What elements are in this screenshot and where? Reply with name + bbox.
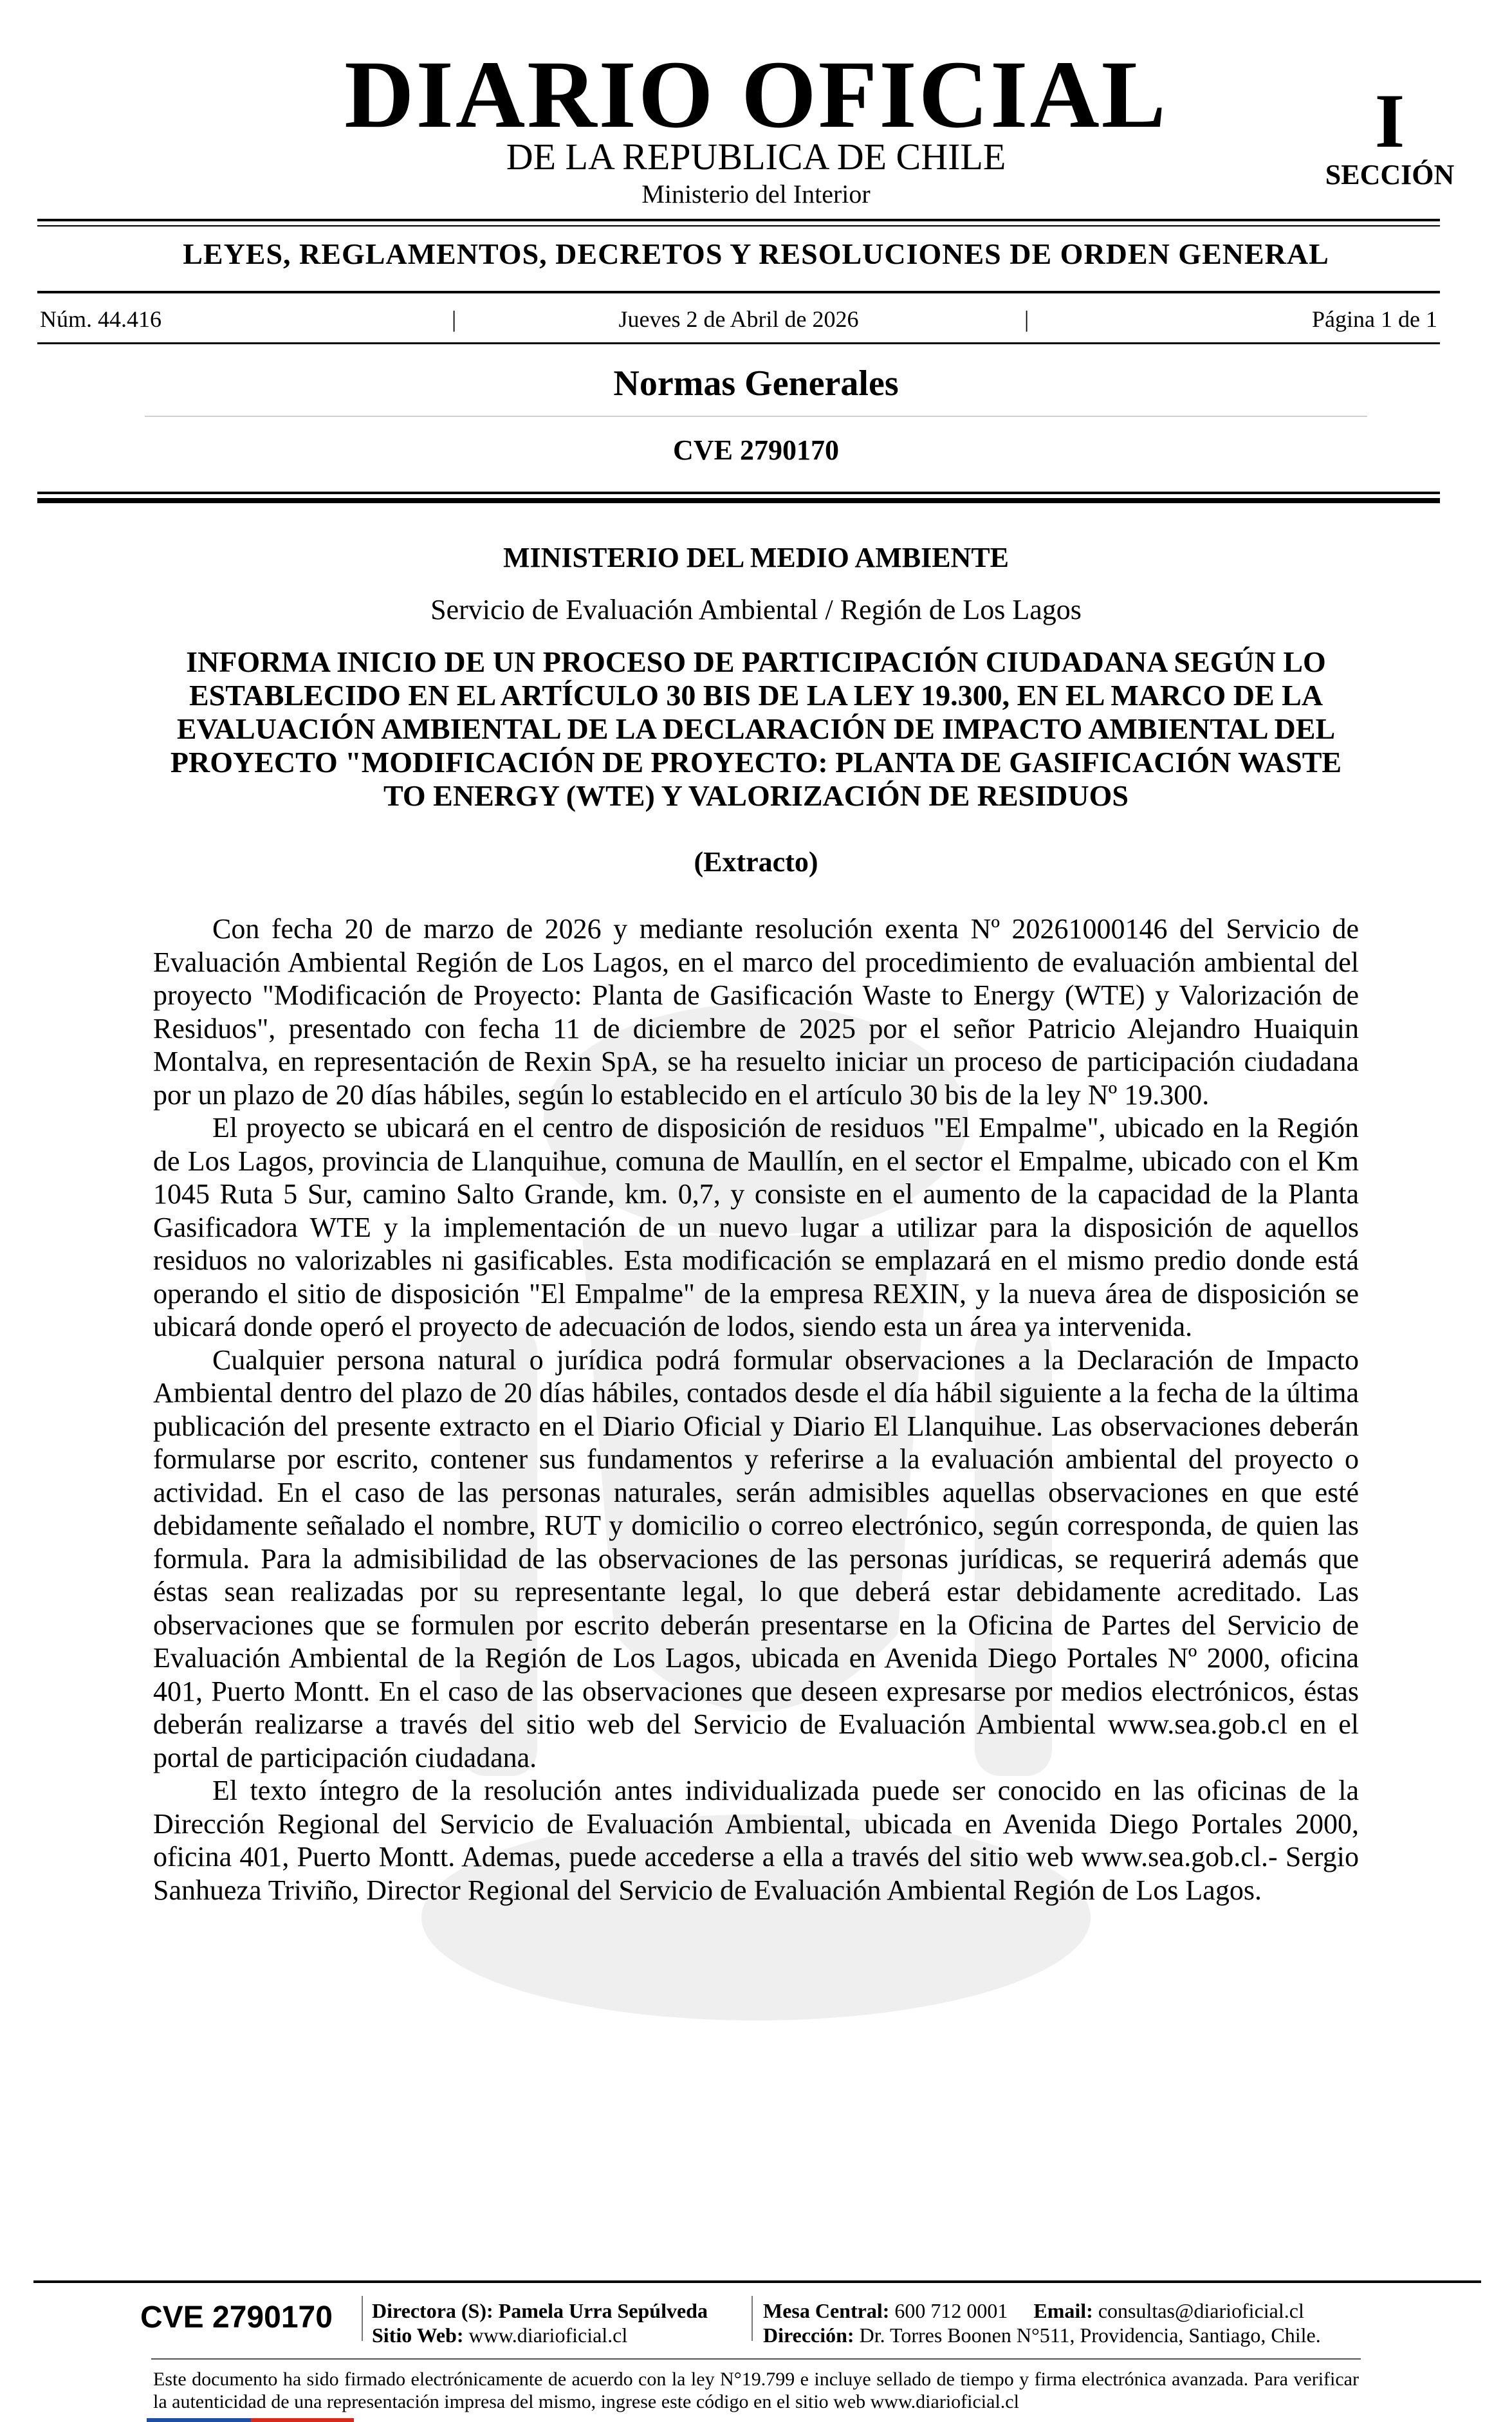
info-separator: | <box>452 306 457 332</box>
site-link[interactable]: www.diarioficial.cl <box>468 2324 628 2347</box>
page-indicator: Página 1 de 1 <box>1312 306 1437 332</box>
masthead-rule-top <box>37 219 1440 221</box>
email-label: Email: <box>1033 2299 1093 2322</box>
site-label: Sitio Web: <box>372 2324 464 2347</box>
email-link[interactable]: consultas@diarioficial.cl <box>1098 2299 1304 2322</box>
info-separator: | <box>1024 306 1029 332</box>
masthead-rule-top-thin <box>37 225 1440 226</box>
cve-code: CVE 2790170 <box>673 434 839 466</box>
extract-label: (Extracto) <box>694 846 818 878</box>
header-rule-bottom-thick <box>37 498 1440 503</box>
service-name: Servicio de Evaluación Ambiental / Región de Los Lagos <box>430 594 1082 625</box>
ministry-name: MINISTERIO DEL MEDIO AMBIENTE <box>502 542 1010 573</box>
director-label: Directora (S): <box>372 2299 493 2322</box>
issue-date: Jueves 2 de Abril de 2026 <box>618 306 859 332</box>
info-rule-top <box>37 291 1440 293</box>
body-paragraph: Cualquier persona natural o jurídica podrá formular observaciones a la Declaración de Impacto Ambiental dentro del plazo de 20 días hábiles, contados desde el día hábil siguiente a la fecha de la última publicación del presente extracto en el Diario Oficial y Diario El Llanquihue. Las observaciones deberán formularse por escrito, contener sus fundamentos y referirse a la evaluación ambiental del proyecto o actividad. En el caso de las personas naturales, serán admisibles aquellas observaciones en que esté debidamente señalado el nombre, RUT y domicilio o correo electrónico, según corresponda, de quien las formula. Para la admisibilidad de las observaciones de las personas jurídicas, se requerirá además que éstas sean realizadas por su representante legal, lo que deberá estar debidamente acreditado. Las observaciones que se formulen por escrito deberán presentarse en la Oficina de Partes del Servicio de Evaluación Ambiental de la Región de Los Lagos, ubicada en Avenida Diego Portales Nº 2000, oficina 401, Puerto Montt. En el caso de las observaciones que deseen expresarse por medios electrónicos, éstas deberán realizarse a través del sitio web del Servicio de Evaluación Ambiental www.sea.gob.cl en el portal de participación ciudadana. <box>153 1344 1359 1773</box>
footer-director-block <box>372 2298 708 2347</box>
masthead-title: DIARIO OFICIAL <box>344 41 1168 148</box>
footer-rule <box>33 2280 1481 2283</box>
address-label: Dirección: <box>763 2324 854 2347</box>
footer-separator <box>751 2296 753 2341</box>
footer-cve-code: CVE 2790170 <box>140 2300 333 2334</box>
body-paragraph: El texto íntegro de la resolución antes individualizada puede ser conocido en las oficinas de la Dirección Regional del Servicio de Evaluación Ambiental, ubicada en Avenida Diego Portales 2000, oficina 401, Puerto Montt. Ademas, puede accederse a ella a través del sitio web www.sea.gob.cl.- Sergio Sanhueza Triviño, Director Regional del Servicio de Evaluación Ambiental Región de Los Lagos. <box>153 1775 1359 1906</box>
footer-contact-block <box>763 2298 1321 2347</box>
header-rule-bottom <box>37 492 1440 494</box>
desk-phone: 600 712 0001 <box>894 2299 1008 2322</box>
signature-note: Este documento ha sido firmado electrónicamente de acuerdo con la ley N°19.799 e incluye sellado de tiempo y firma electrónica avanzada. Para verificar la autenticidad de una representación impresa del mismo, ingrese este código en el sitio web www.diarioficial.cl <box>153 2369 1359 2412</box>
flag-stripe-red <box>251 2418 354 2422</box>
body-paragraph: El proyecto se ubicará en el centro de disposición de residuos "El Empalme", ubicado en la Región de Los Lagos, provincia de Llanquihue, comuna de Maullín, en el sector el Empalme, ubicado con el Km 1045 Ruta 5 Sur, camino Salto Grande, km. 0,7, y consiste en el aumento de la capacidad de la Planta Gasificadora WTE y la implementación de un nuevo lugar a utilizar para la disposición de aquellos residuos no valorizables ni gasificables. Esta modificación se emplazará en el mismo predio donde está operando el sitio de disposición "El Empalme" de la empresa REXIN, y la nueva área de disposición se ubicará donde operó el proyecto de adecuación de lodos, siendo esta un área ya intervenida. <box>153 1112 1359 1342</box>
footer-rule-thin <box>151 2358 1361 2360</box>
band-title: LEYES, REGLAMENTOS, DECRETOS Y RESOLUCIONES DE ORDEN GENERAL <box>183 237 1329 270</box>
address-value: Dr. Torres Boonen N°511, Providencia, Santiago, Chile. <box>859 2324 1321 2347</box>
issue-number: Núm. 44.416 <box>40 306 161 332</box>
desk-label: Mesa Central: <box>763 2299 890 2322</box>
section-number: I <box>1374 78 1405 163</box>
document-body <box>153 912 1359 1907</box>
director-name: Pamela Urra Sepúlveda <box>498 2299 708 2322</box>
body-paragraph: Con fecha 20 de marzo de 2026 y mediante resolución exenta Nº 20261000146 del Servicio de Evaluación Ambiental Región de Los Lagos, en el marco del procedimiento de evaluación ambiental del proyecto "Modificación de Proyecto: Planta de Gasificación Waste to Energy (WTE) y Valorización de Residuos", presentado con fecha 11 de diciembre de 2025 por el señor Patricio Alejandro Huaiquin Montalva, en representación de Rexin SpA, se ha resuelto iniciar un proceso de participación ciudadana por un plazo de 20 días hábiles, según lo establecido en el artículo 30 bis de la ley Nº 19.300. <box>153 913 1359 1111</box>
flag-stripe-blue <box>147 2418 251 2422</box>
masthead-ministry: Ministerio del Interior <box>641 180 871 208</box>
masthead-subtitle: DE LA REPUBLICA DE CHILE <box>506 136 1006 178</box>
footer-separator <box>362 2296 363 2341</box>
document-headline: INFORMA INICIO DE UN PROCESO DE PARTICIPACIÓN CIUDADANA SEGÚN LO ESTABLECIDO EN EL ARTÍCULO 30 BIS DE LA LEY 19.300, EN EL MARCO DE LA EVALUACIÓN AMBIENTAL DE LA DECLARACIÓN DE IMPACTO AMBIENTAL DEL PROYECTO "MODIFICACIÓN DE PROYECTO: PLANTA DE GASIFICACIÓN WASTE TO ENERGY (WTE) Y VALORIZACIÓN DE RESIDUOS <box>170 645 1342 812</box>
info-rule-bottom <box>37 342 1440 344</box>
section-label: SECCIÓN <box>1325 159 1455 190</box>
section-heading: Normas Generales <box>613 364 899 403</box>
heading-divider <box>145 416 1367 417</box>
